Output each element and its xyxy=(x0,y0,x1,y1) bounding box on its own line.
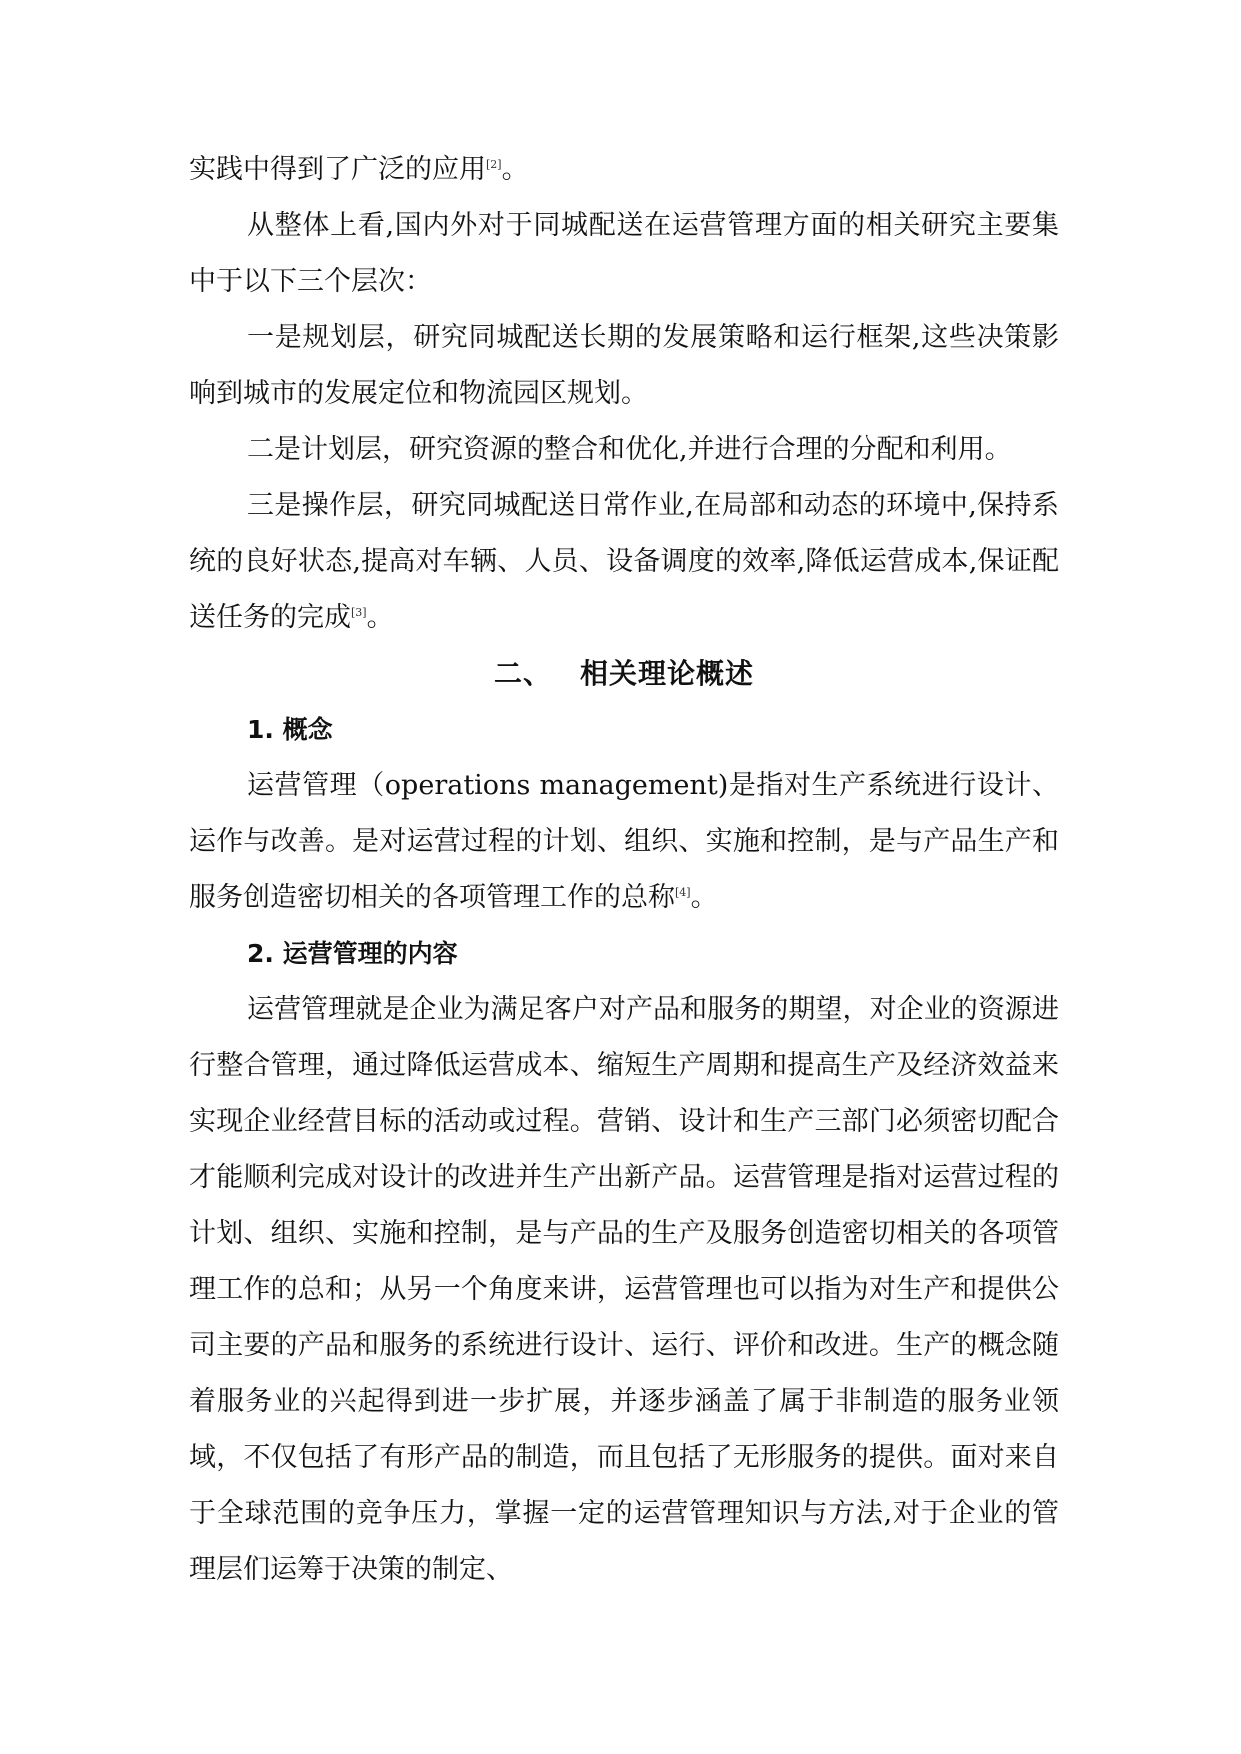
paragraph-operation-layer: 三是操作层，研究同城配送日常作业,在局部和动态的环境中,保持系统的良好状态,提高对车辆、人员、设备调度的效率,降低运营成本,保证配送任务的完成[3]。 xyxy=(189,490,1059,633)
paragraph-content: 运营管理就是企业为满足客户对产品和服务的期望，对企业的资源进行整合管理，通过降低运营成本、缩短生产周期和提高生产及经济效益来实现企业经营目标的活动或过程。营销、设计和生产三部门必须密切配合才能顺利完成对设计的改进并生产出新产品。运营管理是指对运营过程的计划、组织、实施和控制，是与产品的生产及服务创造密切相关的各项管理工作的总和；从另一个角度来讲，运营管理也可以指为对生产和提供公司主要的产品和服务的系统进行设计、运行、评价和改进。生产的概念随着服务业的兴起得到进一步扩展，并逐步涵盖了属于非制造的服务业领域，不仅包括了有形产品的制造，而且包括了无形服务的提供。面对来自于全球范围的竞争压力，掌握一定的运营管理知识与方法,对于企业的管理层们运筹于决策的制定、 xyxy=(189,994,1059,1585)
citation-ref: [3] xyxy=(351,606,367,619)
section-title: 相关理论概述 xyxy=(580,657,755,690)
paragraph-overview: 从整体上看,国内外对于同城配送在运营管理方面的相关研究主要集中于以下三个层次： xyxy=(189,210,1059,297)
section-number: 二、 xyxy=(493,657,552,690)
paragraph-planning-layer: 一是规划层，研究同城配送长期的发展策略和运行框架,这些决策影响到城市的发展定位和物流园区规划。 xyxy=(189,322,1059,409)
citation-ref: [2] xyxy=(486,158,502,171)
paragraph-plan-layer: 二是计划层，研究资源的整合和优化,并进行合理的分配和利用。 xyxy=(247,434,1012,465)
document-page xyxy=(189,142,1059,1598)
section-heading xyxy=(189,646,1059,702)
subsection-heading-content: 2. 运营管理的内容 xyxy=(247,939,458,968)
paragraph-continuation: 实践中得到了广泛的应用[2]。 xyxy=(189,154,529,185)
citation-ref: [4] xyxy=(675,886,691,899)
subsection-heading-concept: 1. 概念 xyxy=(247,715,333,744)
paragraph-concept: 运营管理（operations management)是指对生产系统进行设计、运作与改善。是对运营过程的计划、组织、实施和控制，是与产品生产和服务创造密切相关的各项管理工作的总称[4]。 xyxy=(189,770,1059,913)
